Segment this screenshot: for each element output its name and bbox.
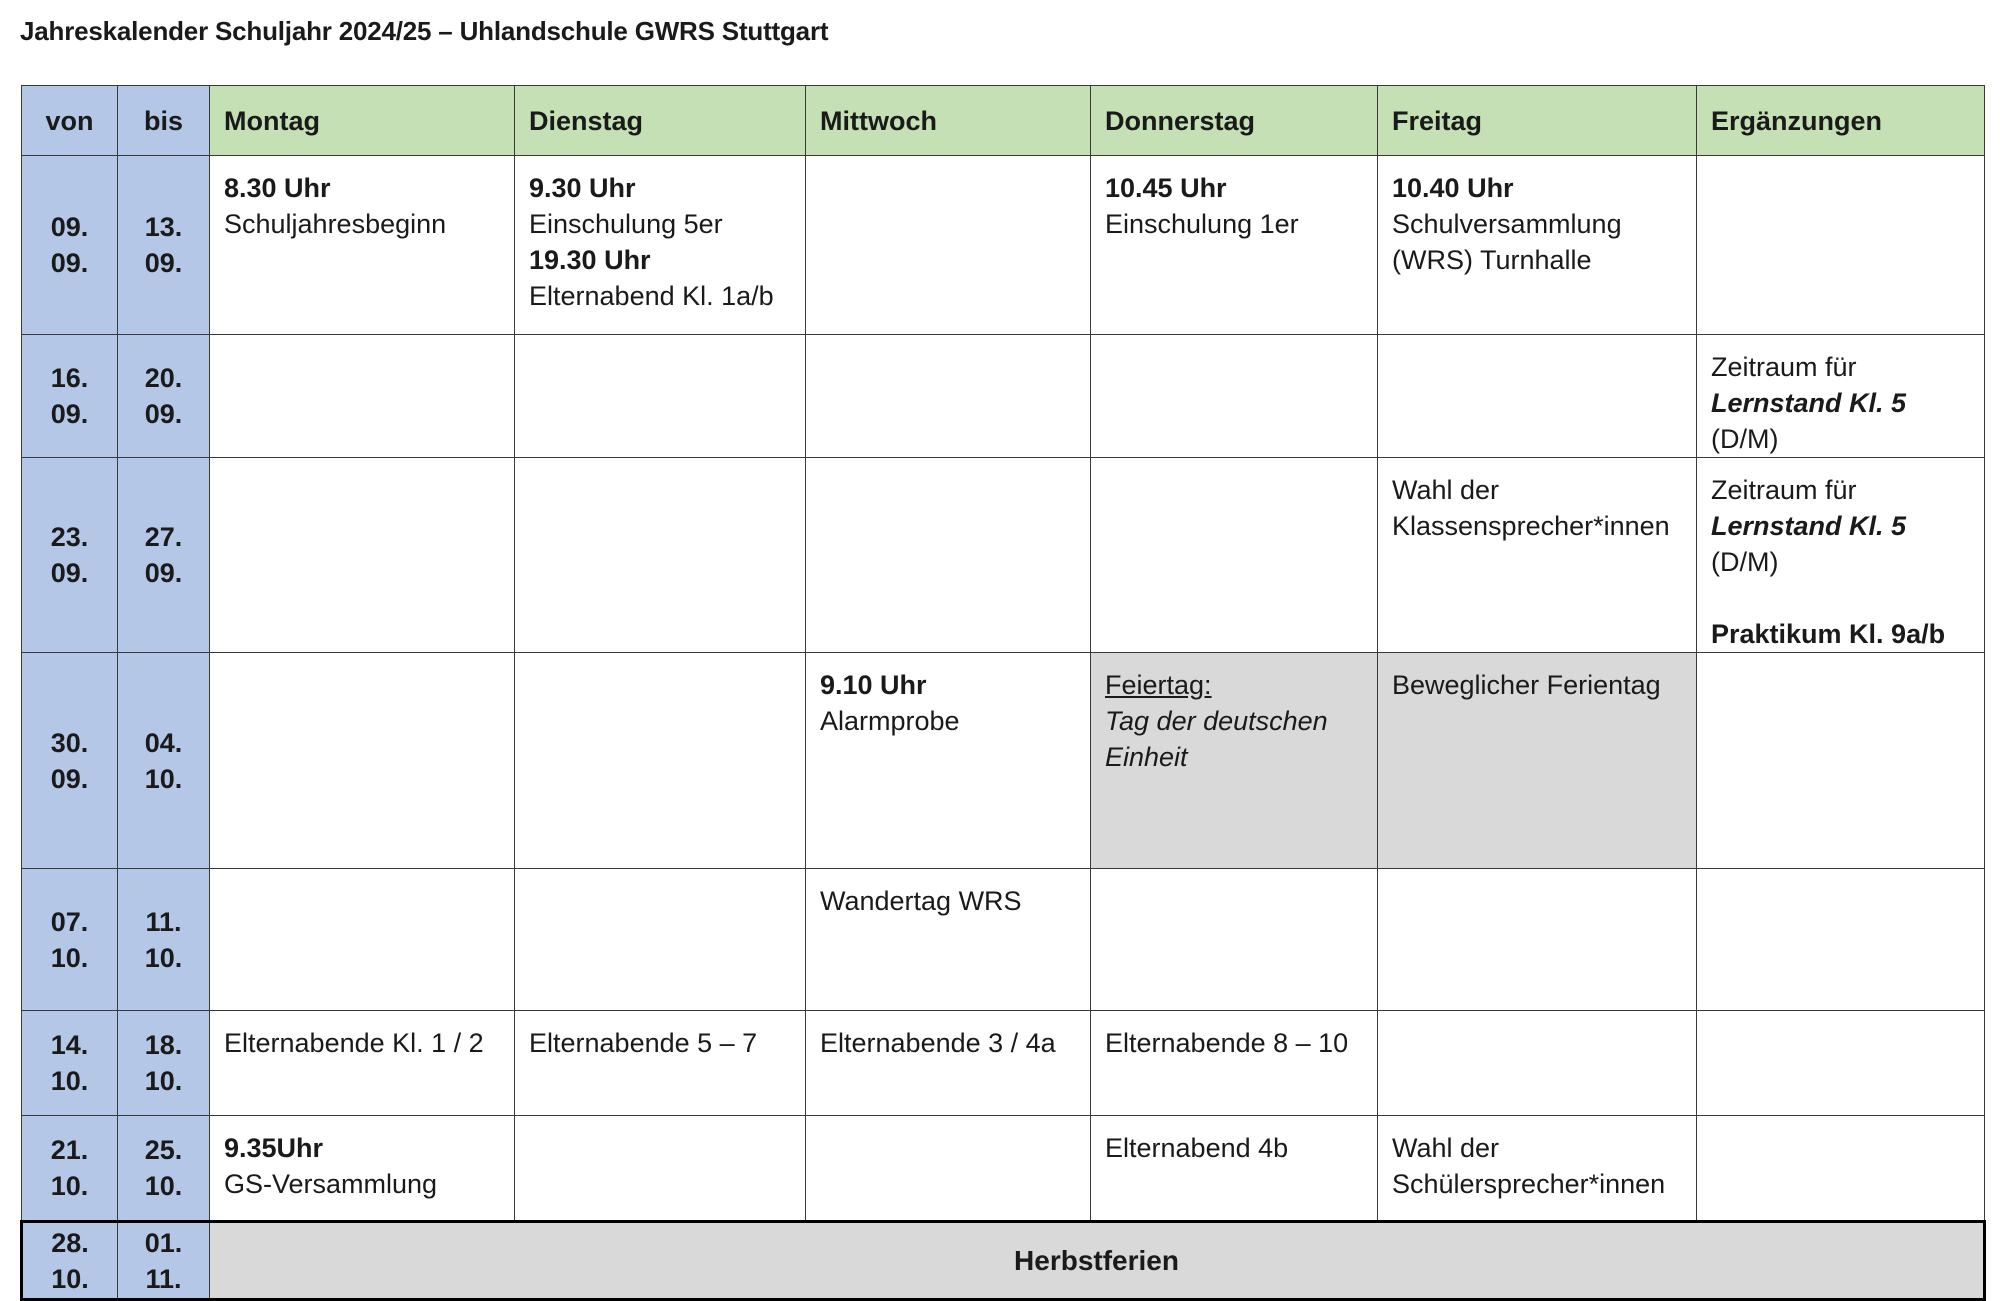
event-text: Elternabend Kl. 1a/b (529, 281, 774, 311)
event-text: Beweglicher Ferientag (1392, 670, 1661, 700)
cell-montag (210, 653, 515, 869)
cell-ergaenzungen (1697, 156, 1985, 335)
cell-dienstag (515, 1116, 806, 1222)
date-month: 10. (144, 942, 183, 973)
date-day: 09. (50, 212, 89, 242)
date-day: 14. (50, 1030, 89, 1060)
event-text: Einschulung 5er (529, 209, 723, 239)
event-time: 19.30 Uhr (529, 245, 651, 275)
event-text: Elternabende 8 – 10 (1105, 1028, 1349, 1058)
date-von (22, 156, 118, 335)
header-donnerstag: Donnerstag (1091, 86, 1378, 156)
cell-freitag (1378, 869, 1697, 1011)
event-time: 9.30 Uhr (529, 173, 636, 203)
header-von: von (22, 86, 118, 156)
date-month: 11. (145, 1263, 182, 1294)
date-day: 07. (50, 906, 89, 937)
week-row (22, 869, 1985, 1011)
calendar-table (20, 85, 1986, 1301)
week-row (22, 1011, 1985, 1116)
cell-montag (210, 1011, 515, 1116)
cell-mittwoch (806, 869, 1091, 1011)
cell-dienstag (515, 335, 806, 458)
date-month: 09. (50, 248, 89, 278)
cell-freitag (1378, 1011, 1697, 1116)
date-von (22, 653, 118, 869)
cell-donnerstag (1091, 335, 1378, 458)
date-month: 10. (50, 942, 89, 973)
cell-freitag (1378, 335, 1697, 458)
date-day: 18. (144, 1030, 183, 1060)
cell-mittwoch (806, 458, 1091, 653)
date-month: 09. (144, 399, 183, 429)
event-time: 9.10 Uhr (820, 670, 927, 700)
week-row (22, 458, 1985, 653)
cell-mittwoch (806, 653, 1091, 869)
cell-ergaenzungen (1697, 1011, 1985, 1116)
date-day: 28. (51, 1227, 89, 1258)
cell-dienstag (515, 653, 806, 869)
date-month: 09. (50, 763, 89, 794)
cell-mittwoch (806, 1011, 1091, 1116)
cell-freitag (1378, 458, 1697, 653)
event-text: Einheit (1105, 742, 1188, 772)
cell-donnerstag (1091, 156, 1378, 335)
event-time: 10.45 Uhr (1105, 173, 1227, 203)
event-text: Tag der deutschen (1105, 706, 1328, 736)
header-bis: bis (118, 86, 210, 156)
event-emphasis: Lernstand Kl. 5 (1711, 511, 1907, 541)
cell-montag (210, 458, 515, 653)
date-day: 27. (144, 522, 183, 552)
date-bis (118, 869, 210, 1011)
date-von (22, 1116, 118, 1222)
week-row (22, 1116, 1985, 1222)
cell-freitag (1378, 156, 1697, 335)
spacer (1711, 580, 1970, 616)
event-text: Alarmprobe (820, 706, 960, 736)
week-row (22, 335, 1985, 458)
date-month: 09. (144, 248, 183, 278)
event-emphasis: Lernstand Kl. 5 (1711, 388, 1907, 418)
event-text: Schuljahresbeginn (224, 209, 447, 239)
date-month: 09. (144, 558, 183, 588)
date-von (22, 1222, 118, 1300)
date-von (22, 1011, 118, 1116)
date-day: 21. (50, 1135, 89, 1165)
header-dienstag: Dienstag (515, 86, 806, 156)
date-bis (118, 1011, 210, 1116)
event-text: Elternabend 4b (1105, 1133, 1289, 1163)
date-day: 23. (50, 522, 89, 552)
event-text: Schülersprecher*innen (1392, 1169, 1666, 1199)
cell-donnerstag (1091, 653, 1378, 869)
event-text: Zeitraum für (1711, 352, 1857, 382)
date-bis (118, 1222, 210, 1300)
event-text: GS-Versammlung (224, 1169, 438, 1199)
cell-freitag (1378, 653, 1697, 869)
date-month: 10. (50, 1066, 89, 1096)
event-text: Wahl der (1392, 1133, 1500, 1163)
date-day: 20. (144, 363, 183, 393)
cell-dienstag (515, 458, 806, 653)
cell-ergaenzungen (1697, 653, 1985, 869)
cell-freitag (1378, 1116, 1697, 1222)
date-day: 11. (145, 906, 182, 937)
header-freitag: Freitag (1378, 86, 1697, 156)
date-day: 30. (50, 727, 89, 758)
cell-dienstag (515, 156, 806, 335)
event-text (1711, 385, 1970, 457)
header-ergaenzungen: Ergänzungen (1697, 86, 1985, 156)
date-bis (118, 653, 210, 869)
date-bis (118, 156, 210, 335)
cell-ergaenzungen (1697, 1116, 1985, 1222)
event-text (1711, 508, 1970, 580)
date-von (22, 869, 118, 1011)
page-title: Jahreskalender Schuljahr 2024/25 – Uhlandschule GWRS Stuttgart (20, 16, 829, 46)
event-suffix: (D/M) (1711, 547, 1779, 577)
event-text: Zeitraum für (1711, 475, 1857, 505)
event-text: Klassensprecher*innen (1392, 511, 1670, 541)
date-month: 10. (51, 1263, 89, 1294)
cell-donnerstag (1091, 458, 1378, 653)
date-von (22, 335, 118, 458)
cell-mittwoch (806, 1116, 1091, 1222)
event-time: 8.30 Uhr (224, 173, 331, 203)
cell-donnerstag (1091, 1116, 1378, 1222)
date-month: 09. (50, 399, 89, 429)
date-day: 16. (50, 363, 89, 393)
event-text: Schulversammlung (1392, 209, 1622, 239)
cell-ergaenzungen (1697, 869, 1985, 1011)
holiday-banner: Herbstferien (210, 1222, 1985, 1300)
date-month: 10. (144, 763, 183, 794)
event-text: Wahl der (1392, 475, 1500, 505)
cell-donnerstag (1091, 1011, 1378, 1116)
date-day: 13. (144, 212, 183, 242)
event-text: Elternabende Kl. 1 / 2 (224, 1028, 484, 1058)
date-month: 09. (50, 558, 89, 588)
cell-dienstag (515, 1011, 806, 1116)
event-time: 10.40 Uhr (1392, 173, 1514, 203)
cell-montag (210, 335, 515, 458)
event-text: Elternabende 3 / 4a (820, 1028, 1056, 1058)
cell-mittwoch (806, 156, 1091, 335)
cell-montag (210, 156, 515, 335)
event-text: Elternabende 5 – 7 (529, 1028, 758, 1058)
header-montag: Montag (210, 86, 515, 156)
event-text: Praktikum Kl. 9a/b (1711, 619, 1946, 649)
cell-dienstag (515, 869, 806, 1011)
header-row (22, 86, 1985, 156)
date-day: 04. (144, 727, 183, 758)
event-text: Wandertag WRS (820, 886, 1022, 916)
date-month: 10. (144, 1066, 183, 1096)
event-time: 9.35Uhr (224, 1133, 324, 1163)
week-row (22, 653, 1985, 869)
cell-montag (210, 869, 515, 1011)
cell-montag (210, 1116, 515, 1222)
week-row-holiday (22, 1222, 1985, 1300)
week-row (22, 156, 1985, 335)
cell-ergaenzungen (1697, 335, 1985, 458)
event-suffix: (D/M) (1711, 424, 1779, 454)
cell-mittwoch (806, 335, 1091, 458)
date-month: 10. (50, 1171, 89, 1201)
date-day: 25. (144, 1135, 183, 1165)
date-von (22, 458, 118, 653)
cell-donnerstag (1091, 869, 1378, 1011)
holiday-label: Feiertag: (1105, 670, 1212, 700)
date-bis (118, 335, 210, 458)
date-month: 10. (144, 1171, 183, 1201)
cell-ergaenzungen (1697, 458, 1985, 653)
event-text: Einschulung 1er (1105, 209, 1299, 239)
header-mittwoch: Mittwoch (806, 86, 1091, 156)
date-bis (118, 458, 210, 653)
event-text: (WRS) Turnhalle (1392, 245, 1592, 275)
date-bis (118, 1116, 210, 1222)
date-day: 01. (144, 1227, 183, 1258)
